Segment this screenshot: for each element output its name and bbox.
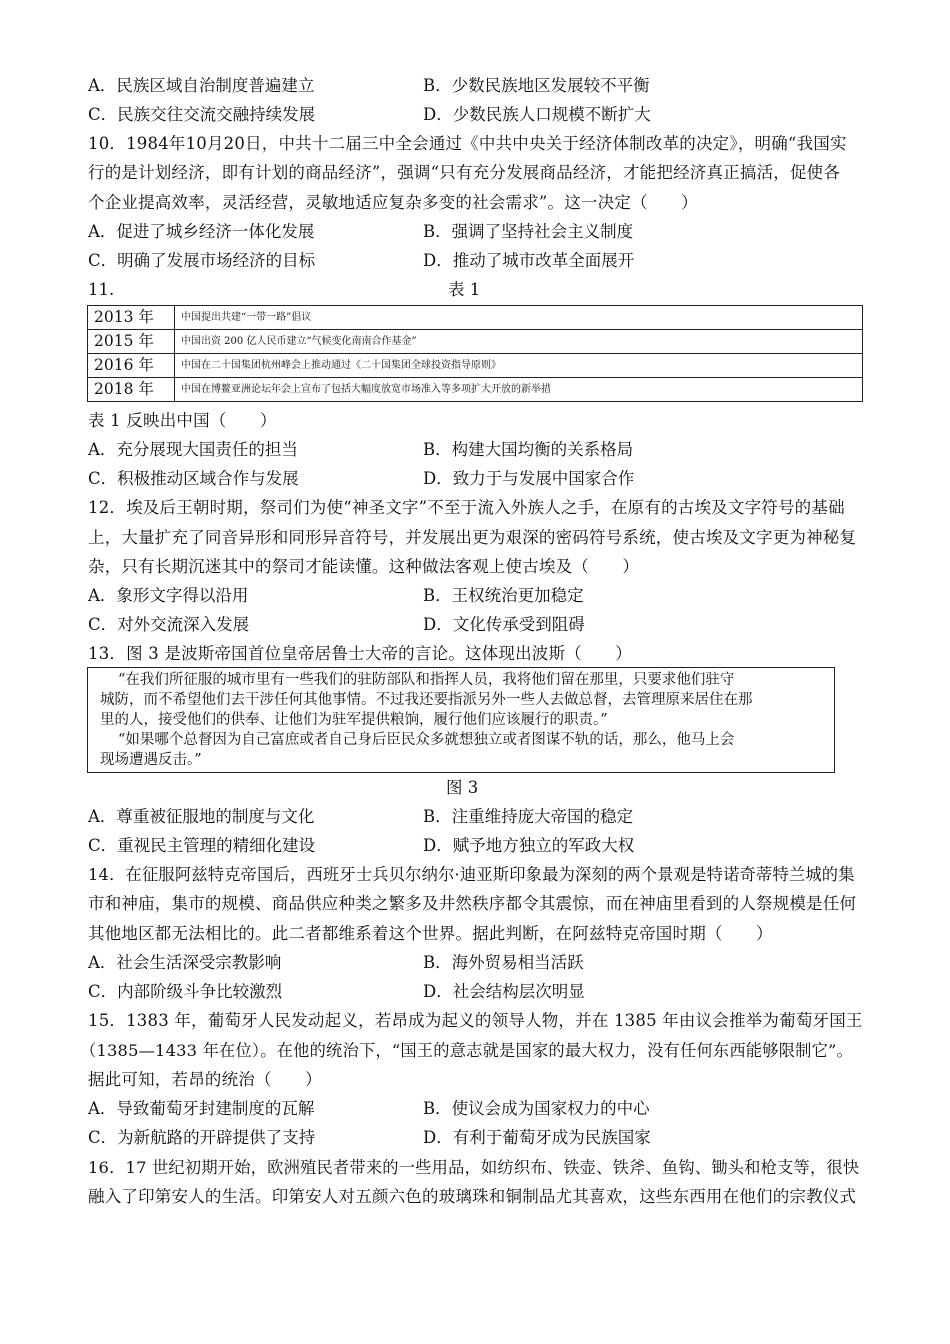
q12-option-c: C．对外交流深入发展	[88, 615, 250, 634]
q10-stem-line-3: 个企业提高效率，灵活经营，灵敏地适应复杂多变的社会需求”。这一决定（ ）	[88, 193, 698, 212]
q15-option-c: C．为新航路的开辟提供了支持	[88, 1128, 316, 1147]
q9-option-a: A．民族区域自治制度普遍建立	[88, 76, 315, 95]
q11-option-b: B．构建大国均衡的关系格局	[423, 440, 634, 459]
q11-stem: 表 1 反映出中国（ ）	[88, 411, 277, 430]
q16-stem-line-2: 融入了印第安人的生活。印第安人对五颜六色的玻璃珠和铜制品尤其喜欢，这些东西用在他们的宗教仪式	[88, 1187, 857, 1206]
table-row	[88, 378, 863, 402]
q10-stem-line-2: 行的是计划经济，即有计划的商品经济”，强调“只有充分发展商品经济，才能把经济真正搞活，促使各	[88, 163, 841, 182]
q14-option-d: D．社会结构层次明显	[423, 982, 585, 1001]
table-cell-event: 中国在二十国集团杭州峰会上推动通过《二十国集团全球投资指导原则》	[175, 354, 863, 378]
events-table	[87, 305, 863, 402]
q9-option-b: B．少数民族地区发展较不平衡	[423, 76, 650, 95]
q12-option-d: D．文化传承受到阻碍	[423, 615, 585, 634]
q14-option-c: C．内部阶级斗争比较激烈	[88, 982, 283, 1001]
q9-option-c: C．民族交往交流交融持续发展	[88, 105, 316, 124]
q13-option-b: B．注重维持庞大帝国的稳定	[423, 807, 634, 826]
q12-option-a: A．象形文字得以沿用	[88, 586, 249, 605]
q15-option-d: D．有利于葡萄牙成为民族国家	[423, 1128, 651, 1147]
q11-option-a: A．充分展现大国责任的担当	[88, 440, 298, 459]
table-row	[88, 354, 863, 378]
figure-label: 图 3	[446, 778, 479, 797]
q13-option-d: D．赋予地方独立的军政大权	[423, 836, 635, 855]
table-title: 表 1	[448, 280, 481, 299]
q14-stem-line-3: 其他地区都无法相比的。此二者都维系着这个世界。据此判断，在阿兹特克帝国时期（ ）	[88, 924, 773, 943]
table-cell-year: 2018 年	[88, 378, 175, 402]
q13-option-c: C．重视民主管理的精细化建设	[88, 836, 316, 855]
table-cell-event: 中国在博鳌亚洲论坛年会上宣布了包括大幅度放宽市场准入等多项扩大开放的新举措	[175, 378, 863, 402]
quote-line: “如果哪个总督因为自己富庶或者自己身后臣民众多就想独立或者图谋不轨的话，那么，他马上会	[118, 732, 735, 748]
q13-stem: 13．图 3 是波斯帝国首位皇帝居鲁士大帝的言论。这体现出波斯（ ）	[88, 644, 632, 663]
q14-option-b: B．海外贸易相当活跃	[423, 953, 584, 972]
q10-stem-line-1: 10．1984年10月20日，中共十二届三中全会通过《中共中央关于经济体制改革的决定》，明确“我国实	[88, 134, 847, 153]
q10-option-a: A．促进了城乡经济一体化发展	[88, 222, 315, 241]
quote-box	[87, 667, 835, 773]
table-cell-event: 中国出资 200 亿人民币建立“气候变化南南合作基金”	[175, 330, 863, 354]
q13-option-a: A．尊重被征服地的制度与文化	[88, 807, 315, 826]
table-cell-event: 中国提出共建“一带一路”倡议	[175, 306, 863, 330]
q11-number: 11.	[88, 280, 115, 299]
q16-stem-line-1: 16．17 世纪初期开始，欧洲殖民者带来的一些用品，如纺织布、铁壶、铁斧、鱼钩、锄头和枪支等，很快	[88, 1158, 860, 1177]
q10-option-b: B．强调了坚持社会主义制度	[423, 222, 634, 241]
table-cell-year: 2015 年	[88, 330, 175, 354]
q15-option-b: B．使议会成为国家权力的中心	[423, 1099, 650, 1118]
q12-stem-line-3: 杂，只有长期沉迷其中的祭司才能读懂。这种做法客观上使古埃及（ ）	[88, 557, 640, 576]
table-cell-year: 2013 年	[88, 306, 175, 330]
q10-option-d: D．推动了城市改革全面展开	[423, 251, 635, 270]
q15-stem-line-3: 据此可知，若昂的统治（ ）	[88, 1070, 322, 1089]
q12-stem-line-2: 上，大量扩充了同音异形和同形异音符号，并发展出更为艰深的密码符号系统，使古埃及文字更为神秘复	[88, 528, 857, 547]
quote-line: 现场遭遇反击。”	[100, 752, 202, 768]
q15-stem-line-2: （1385—1433 年在位）。在他的统治下，“国王的意志就是国家的最大权力，没有任何东西能够限制它”。	[80, 1041, 854, 1060]
q9-option-d: D．少数民族人口规模不断扩大	[423, 105, 651, 124]
table-row	[88, 330, 863, 354]
q10-option-c: C．明确了发展市场经济的目标	[88, 251, 316, 270]
q12-stem-line-1: 12．埃及后王朝时期，祭司们为使“神圣文字”不至于流入外族人之手，在原有的古埃及文字符号的基础	[88, 498, 845, 517]
q11-option-d: D．致力于与发展中国家合作	[423, 469, 635, 488]
quote-line: “在我们所征服的城市里有一些我们的驻防部队和指挥人员，我将他们留在那里，只要求他们驻守	[118, 672, 735, 688]
q12-option-b: B．王权统治更加稳定	[423, 586, 584, 605]
q14-stem-line-2: 市和神庙，集市的规模、商品供应种类之繁多及井然秩序都令其震惊，而在神庙里看到的人祭规模是任何	[88, 894, 857, 913]
q14-stem-line-1: 14．在征服阿兹特克帝国后，西班牙士兵贝尔纳尔·迪亚斯印象最为深刻的两个景观是特诺奇蒂特兰城的集	[88, 865, 855, 884]
q15-option-a: A．导致葡萄牙封建制度的瓦解	[88, 1099, 315, 1118]
table-row	[88, 306, 863, 330]
quote-line: 里的人，接受他们的供奉、让他们为驻军提供粮饷，履行他们应该履行的职责。”	[100, 712, 608, 728]
q15-stem-line-1: 15．1383 年，葡萄牙人民发动起义，若昂成为起义的领导人物，并在 1385 年由议会推举为葡萄牙国王	[88, 1011, 863, 1030]
table-cell-year: 2016 年	[88, 354, 175, 378]
quote-line: 城防，而不希望他们去干涉任何其他事情。不过我还要指派另外一些人去做总督，去管理原来居住在那	[100, 692, 753, 708]
q11-option-c: C．积极推动区域合作与发展	[88, 469, 299, 488]
q14-option-a: A．社会生活深受宗教影响	[88, 953, 282, 972]
